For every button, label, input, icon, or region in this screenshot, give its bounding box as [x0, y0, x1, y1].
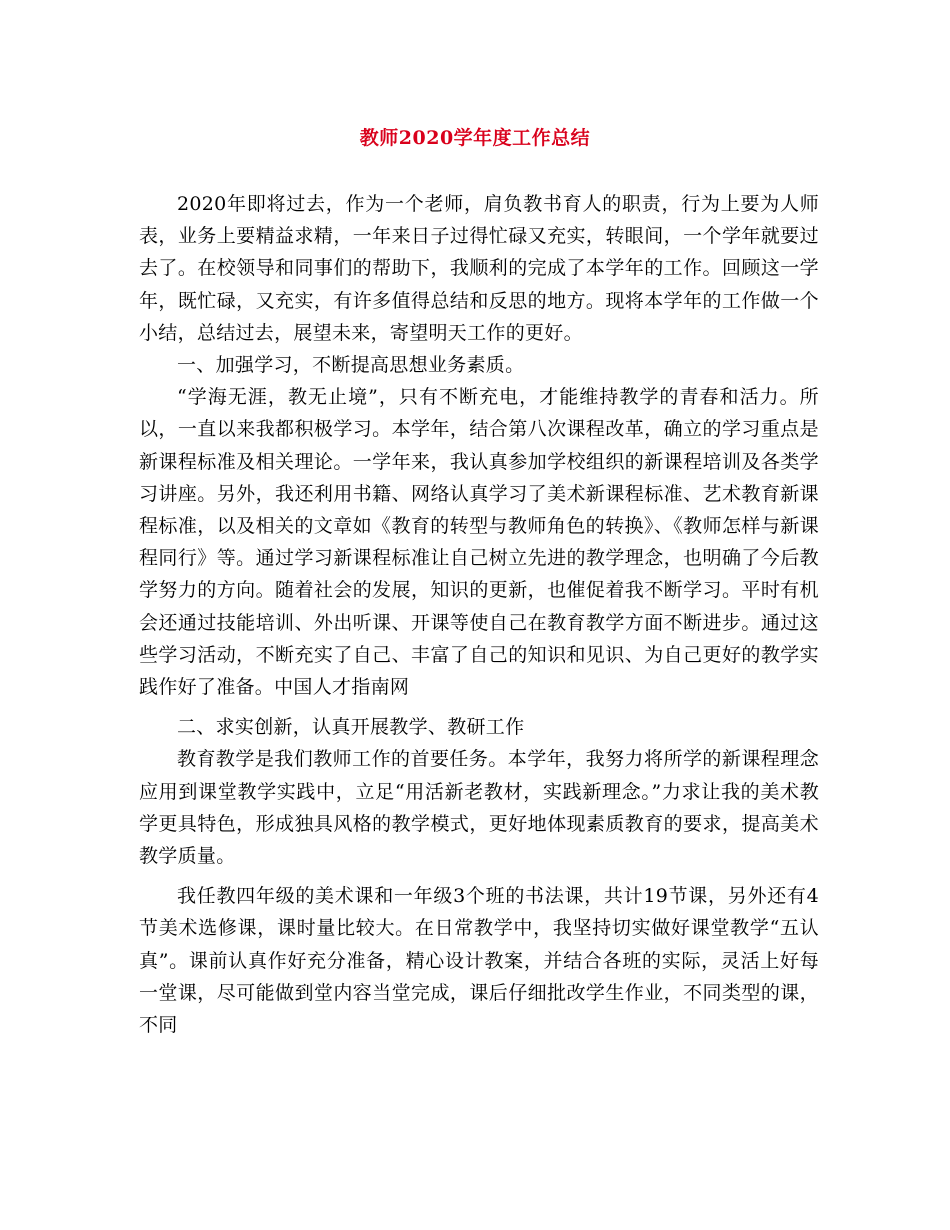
learning-paragraph: “学海无涯，教无止境”，只有不断充电，才能维持教学的青春和活力。所以，一直以来我都积极学习。本学年，结合第八次课程改革，确立的学习重点是新课程标准及相关理论。一学年来，我认真参加学校组织的新课程培训及各类学习讲座。另外，我还利用书籍、网络认真学习了美术新课程标准、艺术教育新课程标准，以及相关的文章如《教育的转型与教师角色的转换》、《教师怎样与新课程同行》等。通过学习新课程标准让自己树立先进的教学理念，也明确了今后教学努力的方向。随着社会的发展，知识的更新，也催促着我不断学习。平时有机会还通过技能培训、外出听课、开课等使自己在教育教学方面不断进步。通过这些学习活动，不断充实了自己、丰富了自己的知识和见识、为自己更好的教学实践作好了准备。中国人才指南网 — [139, 386, 819, 699]
document-body — [139, 188, 819, 1041]
teaching-paragraph: 教育教学是我们教师工作的首要任务。本学年，我努力将所学的新课程理念应用到课堂教学实践中，立足“用活新老教材，实践新理念。”力求让我的美术教学更具特色，形成独具风格的教学模式，更好地体现素质教育的要求，提高美术教学质量。 — [139, 748, 819, 868]
intro-paragraph: 2020年即将过去，作为一个老师，肩负教书育人的职责，行为上要为人师表，业务上要精益求精，一年来日子过得忙碌又充实，转眼间，一个学年就要过去了。在校领导和同事们的帮助下，我顺利的完成了本学年的工作。回顾这一学年，既忙碌，又充实，有许多值得总结和反思的地方。现将本学年的工作做一个小结，总结过去，展望未来，寄望明天工作的更好。 — [139, 193, 819, 344]
course-load-paragraph: 我任教四年级的美术课和一年级3个班的书法课，共计19节课，另外还有4节美术选修课，课时量比较大。在日常教学中，我坚持切实做好课堂教学“五认真”。课前认真作好充分准备，精心设计教案，并结合各班的实际，灵活上好每一堂课，尽可能做到堂内容当堂完成，课后仔细批改学生作业，不同类型的课，不同 — [139, 885, 819, 1037]
section-heading-1: 一、加强学习，不断提高思想业务素质。 — [177, 354, 525, 377]
section-heading-2: 二、求实创新，认真开展教学、教研工作 — [177, 716, 525, 739]
document-title: 教师2020学年度工作总结 — [359, 127, 591, 149]
